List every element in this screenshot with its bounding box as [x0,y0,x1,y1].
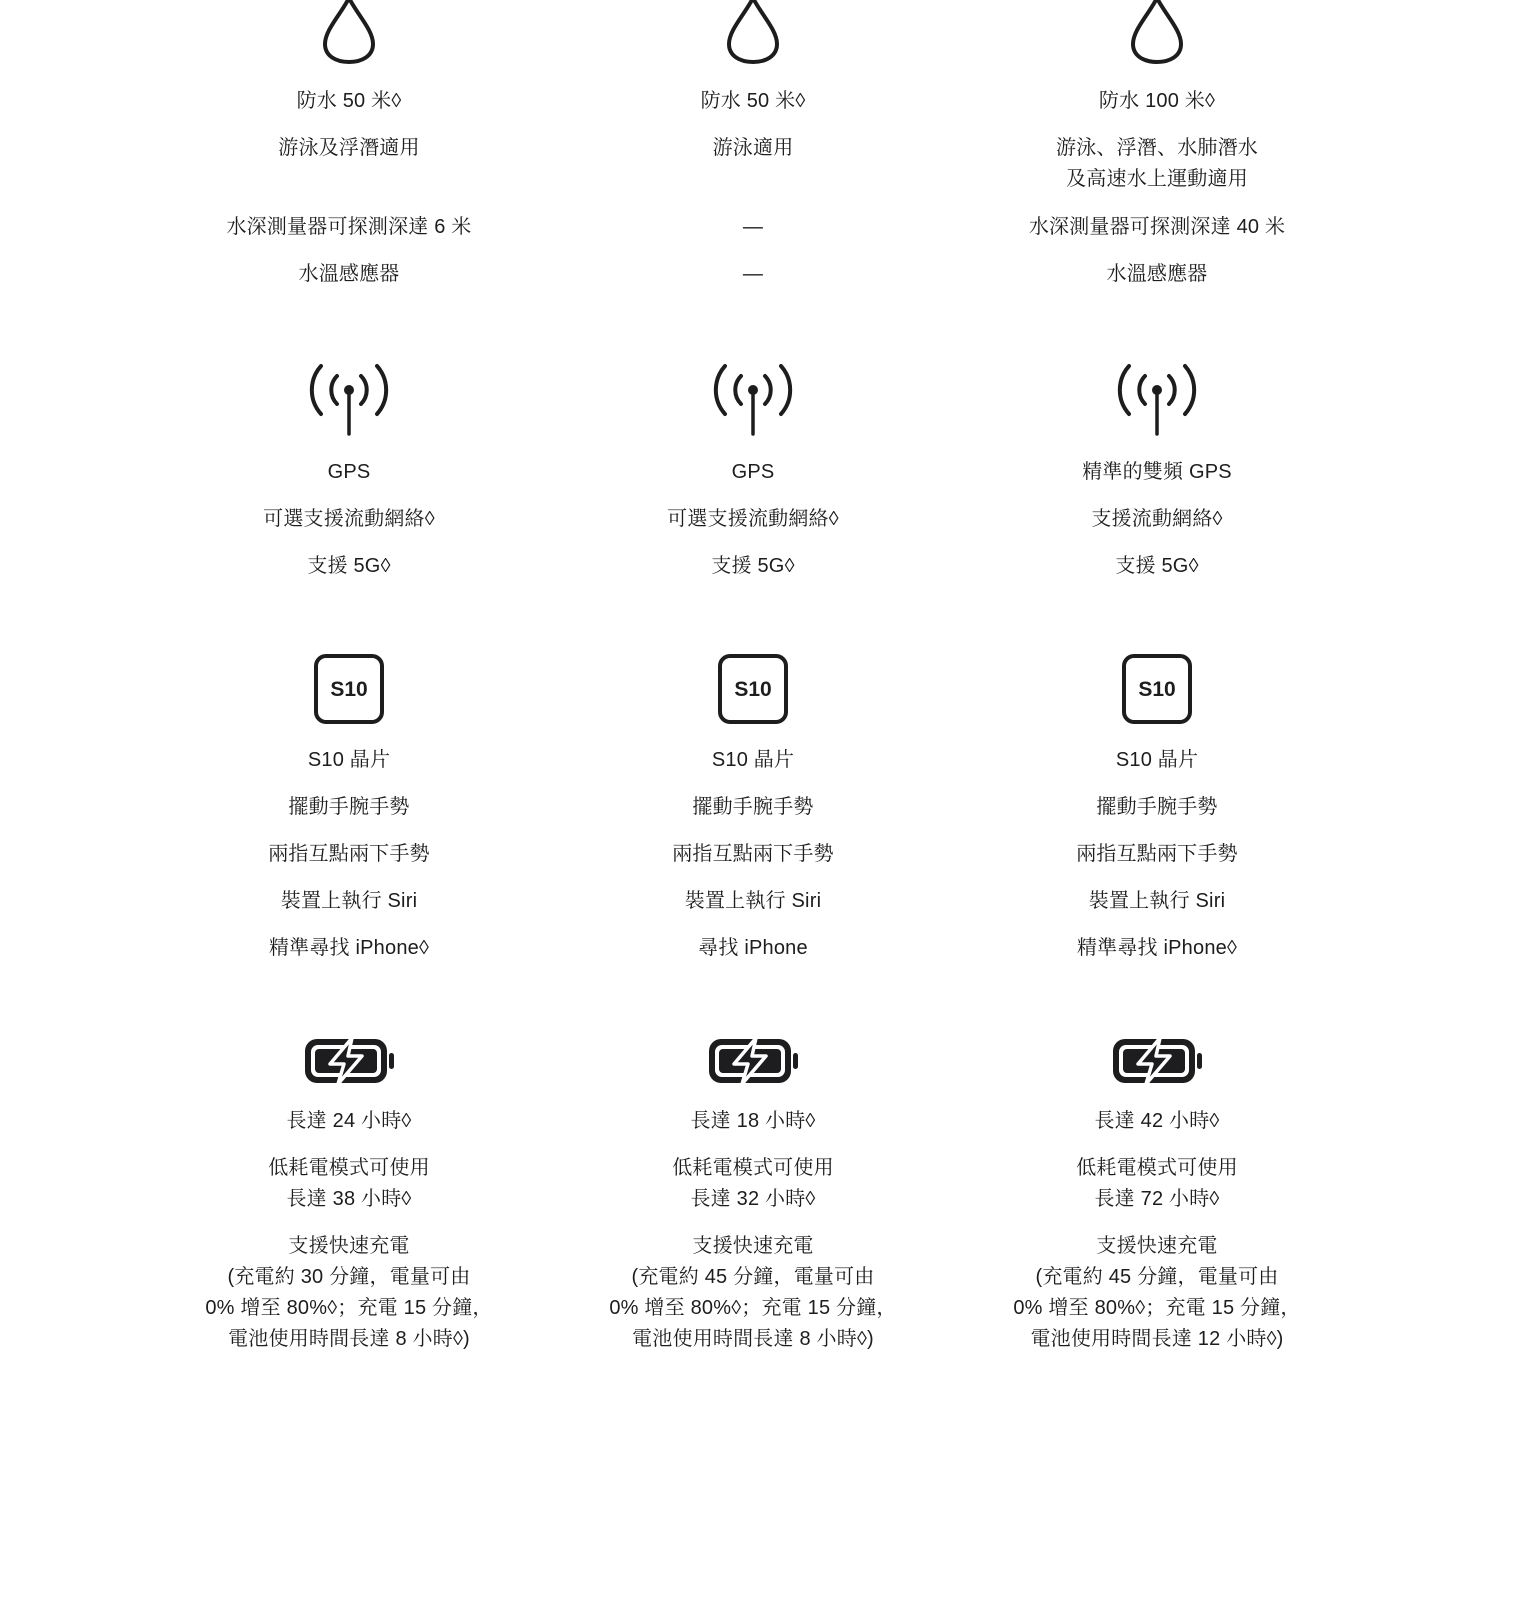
chip-name: S10 晶片 [711,749,795,771]
water-temp-sensor: 水溫感應器 [298,263,400,285]
chip-name: S10 晶片 [307,749,391,771]
fast-charge-detail-3: 電池使用時間長達 8 小時◊) [228,1328,470,1350]
antenna-signal-icon [307,360,391,436]
fast-charge-detail-1: (充電約 45 分鐘，電量可由 [631,1266,875,1288]
water-resistance: 防水 50 米◊ [700,90,806,112]
fast-charge-detail-3: 電池使用時間長達 8 小時◊) [632,1328,874,1350]
water-drop-icon [1127,0,1187,66]
model-column-2 [551,0,955,1599]
chip-icon [1121,653,1193,725]
fast-charge: 支援快速充電 [1096,1235,1218,1257]
fast-charge-detail-3: 電池使用時間長達 12 小時◊) [1030,1328,1284,1350]
battery-life: 長達 18 小時◊ [690,1110,816,1132]
chip-label: S10 [1138,678,1176,701]
water-temp-sensor: — [742,263,764,285]
low-power-hours: 長達 38 小時◊ [286,1188,412,1210]
fast-charge-detail-1: (充電約 45 分鐘，電量可由 [1035,1266,1279,1288]
fast-charge-detail-2: 0% 增至 80%◊；充電 15 分鐘， [609,1297,897,1319]
gps: 精準的雙頻 GPS [1082,461,1232,483]
water-resistance: 防水 50 米◊ [296,90,402,112]
antenna-signal-icon [711,360,795,436]
chip-label: S10 [734,678,772,701]
double-tap-gesture: 兩指互點兩下手勢 [268,843,430,865]
fast-charge-detail-2: 0% 增至 80%◊；充電 15 分鐘， [205,1297,493,1319]
depth-gauge: 水深測量器可探測深達 6 米 [226,216,472,238]
swim-usage-continued: 及高速水上運動適用 [1066,168,1248,190]
chip-icon [313,653,385,725]
5g-support: 支援 5G◊ [711,555,795,577]
depth-gauge: 水深測量器可探測深達 40 米 [1028,216,1286,238]
swim-usage: 游泳、浮潛、水肺潛水 [1056,137,1258,159]
battery-charging-icon [1110,1036,1204,1086]
chip-label: S10 [330,678,368,701]
swim-usage: 游泳適用 [712,137,794,159]
double-tap-gesture: 兩指互點兩下手勢 [1076,843,1238,865]
cellular-support: 可選支援流動網絡◊ [263,508,435,530]
low-power-mode: 低耗電模式可使用 [268,1157,430,1179]
model-column-3 [955,0,1359,1599]
gps: GPS [327,461,371,483]
low-power-hours: 長達 32 小時◊ [690,1188,816,1210]
fast-charge: 支援快速充電 [692,1235,814,1257]
water-drop-icon [723,0,783,66]
cellular-support: 可選支援流動網絡◊ [667,508,839,530]
battery-life: 長達 42 小時◊ [1094,1110,1220,1132]
battery-charging-icon [706,1036,800,1086]
on-device-siri: 裝置上執行 Siri [1088,890,1226,912]
swim-usage: 游泳及浮潛適用 [278,137,420,159]
find-iphone: 精準尋找 iPhone◊ [268,937,430,959]
low-power-mode: 低耗電模式可使用 [1076,1157,1238,1179]
fast-charge: 支援快速充電 [288,1235,410,1257]
water-drop-icon [319,0,379,66]
5g-support: 支援 5G◊ [1115,555,1199,577]
fast-charge-detail-2: 0% 增至 80%◊；充電 15 分鐘， [1013,1297,1301,1319]
battery-life: 長達 24 小時◊ [286,1110,412,1132]
chip-name: S10 晶片 [1115,749,1199,771]
on-device-siri: 裝置上執行 Siri [684,890,822,912]
battery-charging-icon [302,1036,396,1086]
chip-icon [717,653,789,725]
5g-support: 支援 5G◊ [307,555,391,577]
antenna-signal-icon [1115,360,1199,436]
find-iphone: 精準尋找 iPhone◊ [1076,937,1238,959]
fast-charge-detail-1: (充電約 30 分鐘，電量可由 [227,1266,471,1288]
wrist-flick-gesture: 擺動手腕手勢 [1096,796,1218,818]
double-tap-gesture: 兩指互點兩下手勢 [672,843,834,865]
depth-gauge: — [742,216,764,238]
gps: GPS [731,461,775,483]
find-iphone: 尋找 iPhone [698,937,808,959]
model-column-1 [147,0,551,1599]
water-temp-sensor: 水溫感應器 [1106,263,1208,285]
low-power-mode: 低耗電模式可使用 [672,1157,834,1179]
cellular-support: 支援流動網絡◊ [1091,508,1223,530]
wrist-flick-gesture: 擺動手腕手勢 [288,796,410,818]
wrist-flick-gesture: 擺動手腕手勢 [692,796,814,818]
on-device-siri: 裝置上執行 Siri [280,890,418,912]
water-resistance: 防水 100 米◊ [1098,90,1216,112]
low-power-hours: 長達 72 小時◊ [1094,1188,1220,1210]
